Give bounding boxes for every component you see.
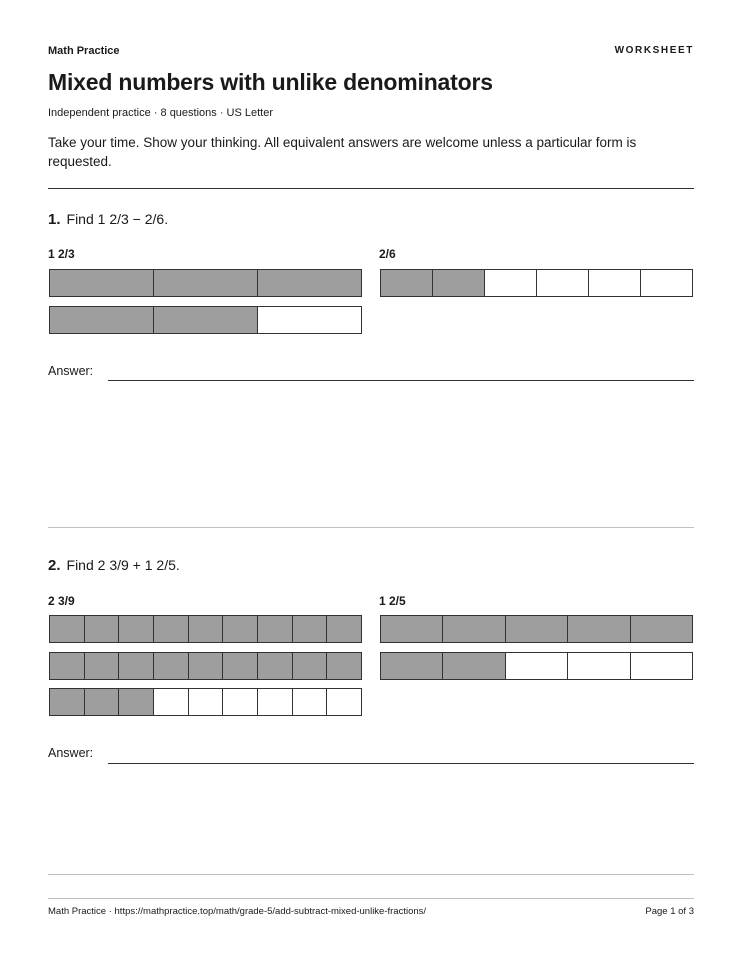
fraction-bar (49, 652, 362, 680)
fraction-bar (49, 688, 362, 716)
fraction-bar (380, 615, 693, 643)
answer-label: Answer: (48, 364, 94, 378)
unshaded-part (505, 653, 567, 679)
fraction-bar (49, 269, 362, 297)
unshaded-part (222, 689, 257, 715)
model-label: 1 2/5 (379, 594, 406, 608)
unshaded-part (567, 653, 629, 679)
shaded-part (50, 307, 153, 333)
page-title: Mixed numbers with unlike denominators (48, 69, 493, 95)
unshaded-part (588, 270, 640, 296)
shaded-part (222, 653, 257, 679)
shaded-part (505, 616, 567, 642)
shaded-part (188, 653, 223, 679)
shaded-part (50, 689, 84, 715)
unshaded-part (153, 689, 188, 715)
shaded-part (326, 616, 361, 642)
header-divider (48, 188, 694, 189)
question-divider (48, 527, 694, 528)
shaded-part (381, 616, 442, 642)
shaded-part (292, 653, 327, 679)
brand-name: Math Practice (48, 45, 120, 57)
unshaded-part (257, 307, 361, 333)
question-prompt: Find 2 3/9 + 1 2/5. (66, 557, 180, 573)
fraction-bar (49, 615, 362, 643)
shaded-part (50, 270, 153, 296)
shaded-part (118, 616, 153, 642)
shaded-part (50, 616, 84, 642)
fraction-bar (49, 306, 362, 334)
unshaded-part (640, 270, 692, 296)
answer-label: Answer: (48, 746, 94, 760)
unshaded-part (536, 270, 588, 296)
shaded-part (222, 616, 257, 642)
question-number: 2. (48, 557, 61, 574)
worksheet-page (48, 0, 694, 960)
shaded-part (118, 689, 153, 715)
shaded-part (326, 653, 361, 679)
footer-source: Math Practice · https://mathpractice.top/math/grade-5/add-subtract-mixed-unlike-fractions/ (48, 906, 427, 917)
model-label: 2/6 (379, 247, 396, 261)
unshaded-part (484, 270, 536, 296)
document-kind: WORKSHEET (614, 45, 694, 56)
shaded-part (153, 653, 188, 679)
model-label: 2 3/9 (48, 594, 75, 608)
answer-line[interactable] (108, 763, 694, 764)
shaded-part (442, 653, 504, 679)
unshaded-part (257, 689, 292, 715)
question-prompt: Find 1 2/3 − 2/6. (66, 211, 169, 227)
footer-divider (48, 898, 694, 899)
shaded-part (442, 616, 504, 642)
shaded-part (630, 616, 692, 642)
page-number: Page 1 of 3 (645, 906, 694, 917)
question-divider (48, 874, 694, 875)
shaded-part (153, 616, 188, 642)
shaded-part (567, 616, 629, 642)
shaded-part (257, 653, 292, 679)
top-bar (48, 45, 694, 61)
shaded-part (84, 616, 119, 642)
shaded-part (153, 270, 257, 296)
shaded-part (153, 307, 257, 333)
fraction-bar (380, 269, 693, 297)
shaded-part (381, 653, 442, 679)
shaded-part (257, 270, 361, 296)
unshaded-part (292, 689, 327, 715)
shaded-part (292, 616, 327, 642)
shaded-part (84, 689, 119, 715)
question-2-heading (48, 557, 180, 574)
fraction-bar (380, 652, 693, 680)
shaded-part (50, 653, 84, 679)
shaded-part (257, 616, 292, 642)
page-subtitle: Independent practice · 8 questions · US Letter (48, 107, 274, 119)
question-1-heading (48, 211, 168, 228)
shaded-part (381, 270, 432, 296)
unshaded-part (326, 689, 361, 715)
unshaded-part (188, 689, 223, 715)
shaded-part (188, 616, 223, 642)
question-number: 1. (48, 211, 61, 228)
shaded-part (84, 653, 119, 679)
instructions: Take your time. Show your thinking. All equivalent answers are welcome unless a particular form is requested. (48, 135, 637, 169)
shaded-part (432, 270, 484, 296)
unshaded-part (630, 653, 692, 679)
model-label: 1 2/3 (48, 247, 75, 261)
shaded-part (118, 653, 153, 679)
answer-line[interactable] (108, 380, 694, 381)
